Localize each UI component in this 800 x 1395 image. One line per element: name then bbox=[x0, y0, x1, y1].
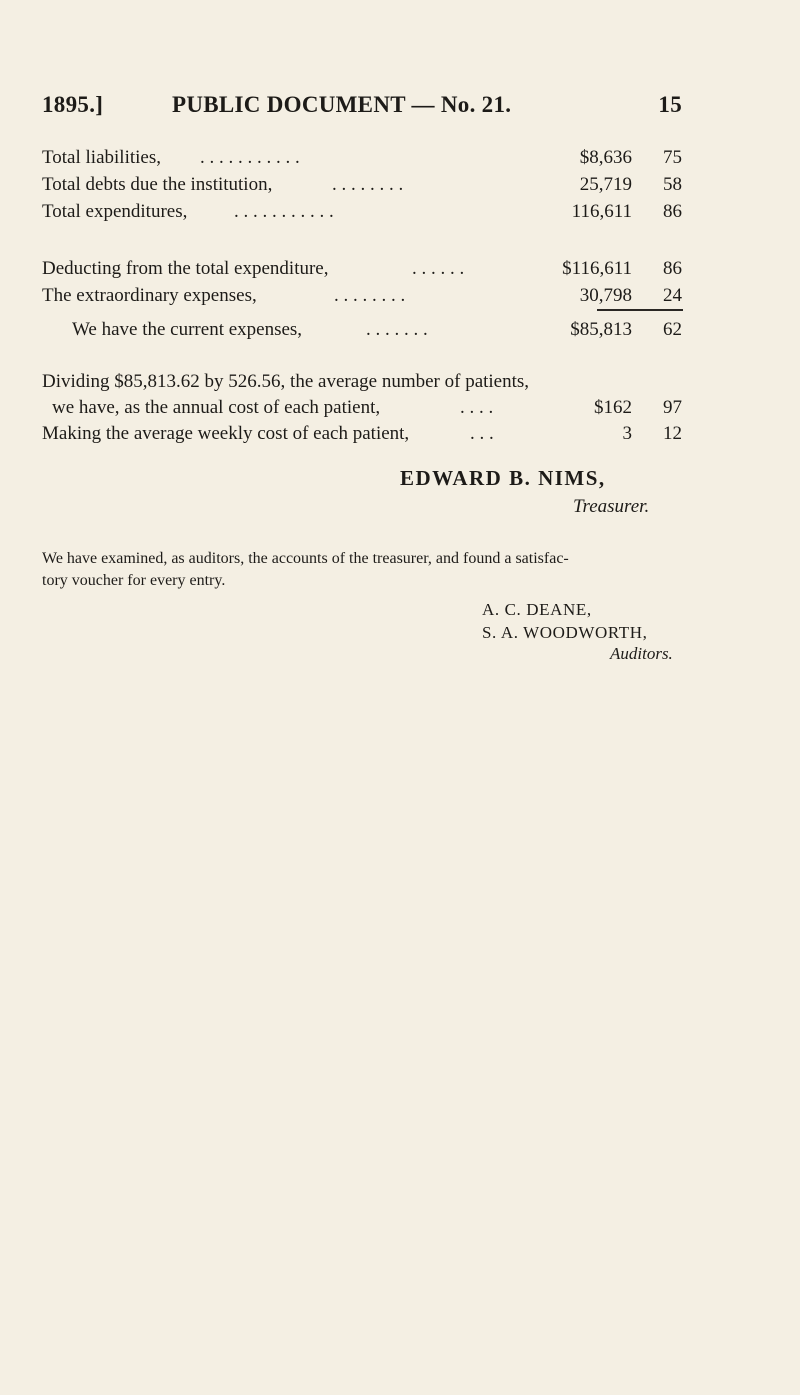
ledger-dollars: 25,719 bbox=[579, 174, 632, 195]
auditor-name-1: A. C. DEANE, bbox=[482, 600, 592, 619]
ledger-label: The extraordinary expenses, bbox=[42, 285, 257, 306]
treasurer-title: Treasurer. bbox=[573, 496, 650, 517]
ledger-row-current-expenses bbox=[42, 318, 682, 342]
ledger-cents: 86 bbox=[663, 201, 682, 222]
ledger-label: Total debts due the institution, bbox=[42, 174, 273, 195]
audit-statement bbox=[42, 548, 682, 592]
ledger-cents: 12 bbox=[663, 423, 682, 444]
header-title: PUBLIC DOCUMENT — No. 21. bbox=[172, 92, 512, 117]
leader-dots: . . . . . . bbox=[412, 258, 465, 279]
ledger-dollars: $116,611 bbox=[562, 258, 632, 279]
ledger-cents: 86 bbox=[663, 258, 682, 279]
ledger-row-extraordinary bbox=[42, 284, 682, 308]
page-header bbox=[42, 92, 682, 122]
dividing-sentence: Dividing $85,813.62 by 526.56, the average number of patients, bbox=[42, 371, 530, 392]
ledger-label: Deducting from the total expenditure, bbox=[42, 258, 329, 279]
ledger-row-deducting bbox=[42, 257, 682, 281]
ledger-cents: 97 bbox=[663, 397, 682, 418]
ledger-label: Making the average weekly cost of each patient, bbox=[42, 423, 410, 444]
leader-dots: . . . . . . . . bbox=[332, 174, 404, 195]
ledger-cents: 24 bbox=[663, 285, 682, 306]
auditor-name-2: S. A. WOODWORTH, bbox=[482, 623, 648, 642]
ledger-dollars: 3 bbox=[622, 423, 632, 444]
ledger-dollars: $162 bbox=[594, 397, 632, 418]
ledger-dollars: 30,798 bbox=[579, 285, 632, 306]
ledger-row-total-expenditures bbox=[42, 200, 682, 224]
ledger-label: Total expenditures, bbox=[42, 201, 188, 222]
ledger-cents: 62 bbox=[663, 319, 682, 340]
leader-dots: . . . . . . . . . . . bbox=[200, 147, 300, 168]
ledger-cents: 58 bbox=[663, 174, 682, 195]
ledger-row-total-liabilities bbox=[42, 146, 682, 170]
subtotal-rule bbox=[597, 309, 683, 311]
ledger-label: We have the current expenses, bbox=[72, 319, 303, 340]
ledger-row-total-debts bbox=[42, 173, 682, 197]
page-number: 15 bbox=[658, 92, 682, 117]
leader-dots: . . . . . . . bbox=[366, 319, 428, 340]
ledger-row-annual-cost bbox=[42, 396, 682, 420]
leader-dots: . . . . . . . . bbox=[334, 285, 406, 306]
audit-statement-line-1: We have examined, as auditors, the accounts of the treasurer, and found a satisfac- bbox=[42, 550, 569, 567]
ledger-label: we have, as the annual cost of each patient, bbox=[52, 397, 381, 418]
leader-dots: . . . bbox=[470, 423, 494, 444]
ledger-label: Total liabilities, bbox=[42, 147, 161, 168]
ledger-cents: 75 bbox=[663, 147, 682, 168]
treasurer-name: EDWARD B. NIMS, bbox=[400, 466, 606, 490]
ledger-dollars: $8,636 bbox=[579, 147, 632, 168]
ledger-row-weekly-cost bbox=[42, 422, 682, 446]
audit-statement-line-2: tory voucher for every entry. bbox=[42, 572, 226, 589]
auditors-title: Auditors. bbox=[610, 644, 673, 663]
leader-dots: . . . . . . . . . . . bbox=[234, 201, 334, 222]
ledger-dollars: $85,813 bbox=[570, 319, 632, 340]
ledger-dollars: 116,611 bbox=[571, 201, 632, 222]
leader-dots: . . . . bbox=[460, 397, 494, 418]
header-year: 1895.] bbox=[42, 92, 104, 117]
